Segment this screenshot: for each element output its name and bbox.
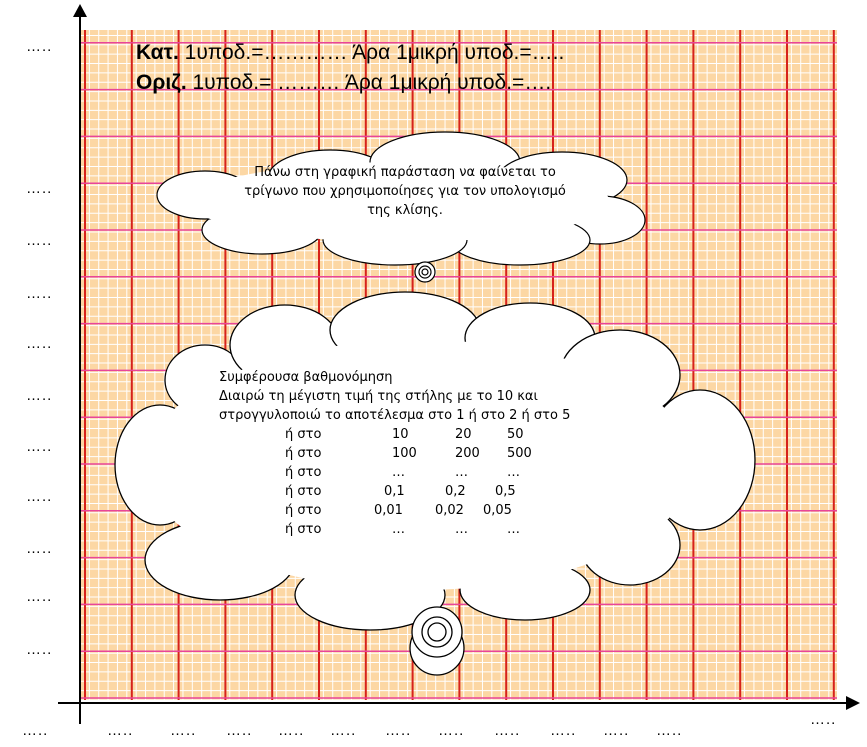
x-tick-placeholder: ….. [22,722,49,739]
scale-row-value: 100 [392,446,417,461]
scale-row-value: … [455,522,468,537]
cloud-small-line: της κλίσης. [367,203,443,218]
y-tick-placeholder: ….. [26,540,53,557]
scale-row-value: 500 [507,446,532,461]
vertical-scale-text: 1υποδ.=………… Άρα 1μικρή υποδ.=….. [178,41,565,64]
scale-row-value: … [455,465,468,480]
x-tick-placeholder: ….. [330,722,357,739]
scale-row-value: 0,02 [435,503,464,518]
cloud-large-line: Διαιρώ τη μέγιστη τιμή της στήλης με το 10 και [219,389,538,404]
cloud-small-line: τρίγωνο που χρησιμοποίησες για τον υπολογισμό [244,184,566,199]
scale-row-label: ή στο [285,484,322,499]
scale-row-value: … [507,465,520,480]
cloud-large-bubbles [410,607,464,675]
cloud-large-intro [219,368,639,425]
x-tick-placeholder: ….. [226,722,253,739]
x-axis-end-label: ….. [810,711,837,728]
scale-row-label: ή στο [285,427,322,442]
x-tick-placeholder: ….. [656,722,683,739]
y-tick-placeholder: ….. [26,232,53,249]
scale-row-value: 10 [392,427,409,442]
scale-row-value: 0,05 [483,503,512,518]
scale-row-value: 50 [507,427,524,442]
scale-row-value: 0,2 [445,484,466,499]
x-tick-placeholder: ….. [385,722,412,739]
y-tick-placeholder: ….. [26,588,53,605]
y-tick-placeholder: ….. [26,488,53,505]
scale-row-value: 20 [455,427,472,442]
scale-row-label: ή στο [285,503,322,518]
scale-row-value: … [392,465,405,480]
horizontal-scale-text: 1υποδ.= ……… Άρα 1μικρή υποδ.=…. [186,71,552,94]
x-tick-placeholder: ….. [494,722,521,739]
scale-row-value: 0,5 [495,484,516,499]
cloud-large-line: Συμφέρουσα βαθμονόμηση [219,370,393,385]
horizontal-scale-label: Οριζ. [136,71,187,94]
y-tick-placeholder: ….. [26,641,53,658]
y-tick-placeholder: ….. [26,285,53,302]
scale-row-label: ή στο [285,446,322,461]
cloud-large-line: στρογγυλοποιώ το αποτέλεσμα στο 1 ή στο 2 ή στο 5 [219,408,571,423]
y-tick-placeholder: ….. [26,438,53,455]
scale-row-value: … [392,522,405,537]
x-tick-placeholder: ….. [603,722,630,739]
x-tick-placeholder: ….. [170,722,197,739]
scale-row-value: 0,01 [374,503,403,518]
scale-row-label: ή στο [285,522,322,537]
scale-row-value: 0,1 [384,484,405,499]
x-tick-placeholder: ….. [278,722,305,739]
cloud-small-text [225,163,585,220]
scale-row-label: ή στο [285,465,322,480]
scale-row-value: … [507,522,520,537]
vertical-scale-label: Κατ. [136,41,179,64]
x-tick-placeholder: ….. [107,722,134,739]
scale-row-value: 200 [455,446,480,461]
x-tick-placeholder: ….. [438,722,465,739]
cloud-small-line: Πάνω στη γραφική παράσταση να φαίνεται το [254,165,556,180]
x-tick-placeholder: ….. [550,722,577,739]
y-tick-placeholder: ….. [26,335,53,352]
cloud-small-bubbles [415,262,435,282]
y-tick-placeholder: ….. [26,38,53,55]
y-tick-placeholder: ….. [26,387,53,404]
y-tick-placeholder: ….. [26,180,53,197]
